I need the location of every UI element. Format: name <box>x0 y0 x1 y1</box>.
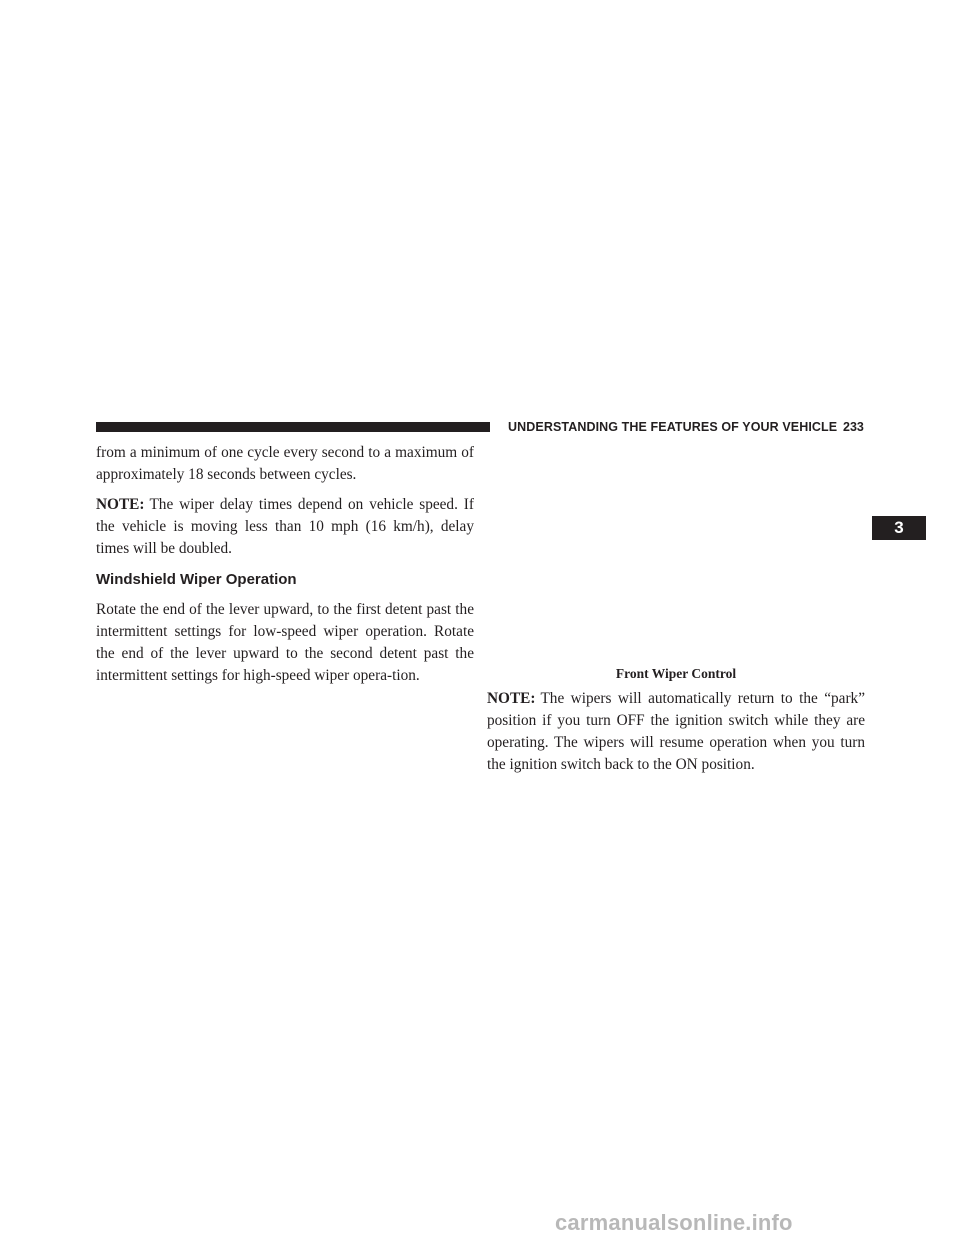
note-label: NOTE: <box>96 496 145 513</box>
section-heading: Windshield Wiper Operation <box>96 571 297 588</box>
note-text: The wipers will automatically return to the “park” position if you turn OFF the ignition switch while they are operating. The wipers will resume operation when you turn the ignition switch back to the ON position. <box>487 690 865 773</box>
figure-caption: Front Wiper Control <box>615 666 737 681</box>
note-text: The wiper delay times depend on vehicle speed. If the vehicle is moving less than 10 mph (16 km/h), delay times will be doubled. <box>96 496 474 557</box>
park-position-note <box>487 688 865 776</box>
header-rule <box>96 422 490 432</box>
left-column <box>96 442 474 687</box>
chapter-tab: 3 <box>872 516 926 540</box>
body-paragraph: from a minimum of one cycle every second to a maximum of approximately 18 seconds between cycles. <box>96 444 474 483</box>
running-header-title: UNDERSTANDING THE FEATURES OF YOUR VEHICLE <box>508 420 838 434</box>
body-paragraph: Rotate the end of the lever upward, to the first detent past the intermittent settings for low-speed wiper operation. Rotate the end of the lever upward to the second detent past the intermittent settings for high-speed wiper opera-tion. <box>96 601 474 684</box>
speed-note <box>96 494 474 560</box>
page-number: 233 <box>843 420 864 434</box>
note-label: NOTE: <box>487 690 536 707</box>
right-column <box>487 688 865 776</box>
watermark: carmanualsonline.info <box>555 1210 793 1235</box>
figure-image-area <box>487 442 865 664</box>
